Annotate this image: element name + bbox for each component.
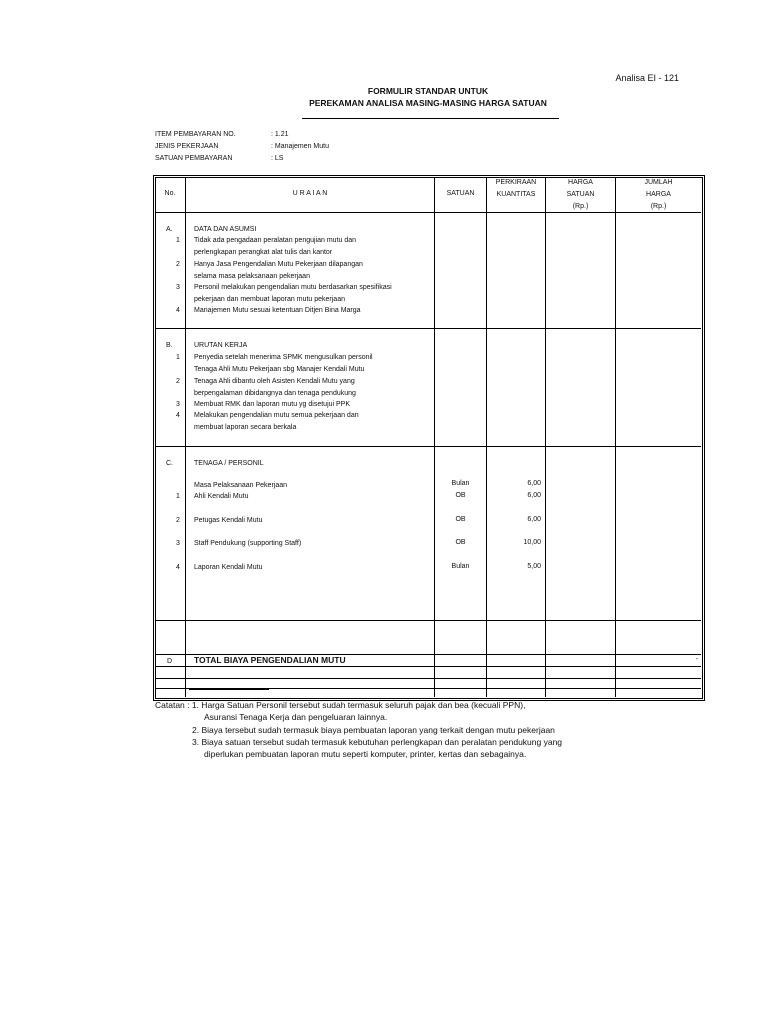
total-code: D <box>167 658 173 665</box>
list-item <box>194 399 350 411</box>
list-item <box>194 235 356 258</box>
header-kuantitas-line: KUANTITAS <box>496 191 536 198</box>
list-item-line: pekerjaan dan membuat laporan mutu pekerjaan <box>194 295 345 303</box>
list-item <box>194 410 359 433</box>
column-divider <box>545 177 546 697</box>
header-jumlah-harga-line: JUMLAH <box>644 179 673 186</box>
row-divider <box>155 446 701 447</box>
list-item-number: 3 <box>176 284 180 291</box>
meta-label: JENIS PEKERJAAN <box>155 143 219 150</box>
list-item-number: 1 <box>176 354 180 361</box>
note-line-2: 2. Biaya tersebut sudah termasuk biaya pembuatan laporan yang terkait dengan mutu pekerjaan <box>192 725 555 735</box>
list-item <box>194 376 356 399</box>
personnel-satuan: OB <box>455 516 466 523</box>
list-item-line: Penyedia setelah menerima SPMK mengusulkan personil <box>194 354 373 361</box>
list-item-number: 4 <box>176 307 180 314</box>
list-item-line: Melakukan pengendalian mutu semua pekerjaan dan <box>194 412 359 419</box>
list-item <box>194 282 392 305</box>
meta-value: : Manajemen Mutu <box>271 143 329 150</box>
personnel-satuan: Bulan <box>451 480 470 487</box>
list-item <box>194 259 363 282</box>
list-item-line: Manajemen Mutu sesuai ketentuan Ditjen Bina Marga <box>194 307 361 314</box>
column-divider <box>615 177 616 697</box>
personnel-label: Staff Pendukung (supporting Staff) <box>194 540 302 547</box>
section-b-code: B. <box>166 342 173 349</box>
header-harga-satuan <box>546 177 615 213</box>
header-jumlah-harga-line: HARGA <box>646 191 671 198</box>
header-no: No. <box>164 190 176 197</box>
personnel-qty: 6,00 <box>527 516 541 523</box>
personnel-number: 1 <box>176 493 180 500</box>
meta-item-payment-no <box>155 131 289 138</box>
list-item-number: 2 <box>176 378 180 385</box>
row-divider <box>155 328 701 329</box>
header-satuan: SATUAN <box>446 190 475 197</box>
note-line-1: Catatan : 1. Harga Satuan Personil tersebut sudah termasuk seluruh pajak dan bea (kecuali PPN), <box>155 700 526 710</box>
list-item-line: membuat laporan secara berkala <box>194 423 297 431</box>
header-jumlah-harga-line: (Rp.) <box>650 203 667 210</box>
list-item-number: 1 <box>176 237 180 244</box>
personnel-label: Petugas Kendali Mutu <box>194 517 263 524</box>
form-title-line-1: FORMULIR STANDAR UNTUK <box>367 86 489 96</box>
row-divider <box>155 678 701 679</box>
total-value: - <box>695 656 698 663</box>
list-item-line: Hanya Jasa Pengendalian Mutu Pekerjaan dilapangan <box>194 261 363 268</box>
list-item-number: 2 <box>176 261 180 268</box>
personnel-label: Laporan Kendali Mutu <box>194 564 263 571</box>
meta-payment-unit <box>155 155 283 162</box>
form-title-line-2: PEREKAMAN ANALISA MASING-MASING HARGA SATUAN <box>309 98 547 108</box>
header-harga-satuan-line: (Rp.) <box>572 203 589 210</box>
header-uraian: U R A I A N <box>292 190 328 197</box>
row-divider <box>155 666 701 667</box>
section-b-title: URUTAN KERJA <box>194 342 248 349</box>
list-item-number: 4 <box>176 412 180 419</box>
list-item <box>194 352 373 375</box>
personnel-number: 2 <box>176 517 180 524</box>
list-item-line: Personil melakukan pengendalian mutu berdasarkan spesifikasi <box>194 284 392 291</box>
personnel-qty: 6,00 <box>527 492 541 499</box>
column-divider <box>486 177 487 697</box>
personnel-label: Ahli Kendali Mutu <box>194 493 249 500</box>
meta-label: SATUAN PEMBAYARAN <box>155 155 233 162</box>
list-item-line: Membuat RMK dan laporan mutu yg disetujui PPK <box>194 401 351 408</box>
list-item-line: selama masa pelaksanaan pekerjaan <box>194 272 310 280</box>
list-item-line: Tidak ada pengadaan peralatan pengujian mutu dan <box>194 237 357 244</box>
personnel-label: Masa Pelaksanaan Pekerjaan <box>194 482 288 489</box>
note-line-3-continued: diperlukan pembuatan laporan mutu seperti komputer, printer, kertas dan sebagainya. <box>204 749 527 759</box>
personnel-qty: 5,00 <box>527 563 541 570</box>
section-a-title: DATA DAN ASUMSI <box>194 226 257 233</box>
personnel-qty: 6,00 <box>527 480 541 487</box>
list-item <box>194 305 361 317</box>
note-line-3: 3. Biaya satuan tersebut sudah termasuk kebutuhan perlengkapan dan peralatan pendukung yang <box>192 737 563 747</box>
personnel-satuan: Bulan <box>451 563 470 570</box>
note-line-1-continued: Asuransi Tenaga Kerja dan pengeluaran lainnya. <box>204 712 388 722</box>
row-divider <box>155 620 701 621</box>
document-reference: Analisa EI - 121 <box>615 73 679 83</box>
section-c-title: TENAGA / PERSONIL <box>194 460 264 467</box>
list-item-line: perlengkapan perangkat alat tulis dan kantor <box>194 248 333 256</box>
header-harga-satuan-line: SATUAN <box>566 191 595 198</box>
header-harga-satuan-line: HARGA <box>568 179 593 186</box>
section-a-code: A. <box>166 226 173 233</box>
header-kuantitas <box>487 177 545 201</box>
header-jumlah-harga <box>616 177 701 213</box>
list-item-number: 3 <box>176 401 180 408</box>
total-label: TOTAL BIAYA PENGENDALIAN MUTU <box>194 655 346 665</box>
meta-label: ITEM PEMBAYARAN NO. <box>155 131 236 138</box>
list-item-line: Tenaga Ahli Mutu Pekerjaan sbg Manajer Kendali Mutu <box>194 365 365 373</box>
signature-line <box>189 689 269 690</box>
section-c-code: C. <box>166 460 173 467</box>
personnel-number: 4 <box>176 564 180 571</box>
column-divider <box>434 177 435 697</box>
title-underline <box>302 118 559 119</box>
personnel-satuan: OB <box>455 539 466 546</box>
personnel-number: 3 <box>176 540 180 547</box>
personnel-satuan: OB <box>455 492 466 499</box>
header-kuantitas-line: PERKIRAAN <box>495 179 537 186</box>
meta-value: : 1.21 <box>271 131 289 138</box>
meta-work-type <box>155 143 329 150</box>
column-divider <box>185 177 186 697</box>
list-item-line: berpengalaman dibidangnya dan tenaga pendukung <box>194 389 356 397</box>
meta-value: : LS <box>271 155 284 162</box>
personnel-qty: 10,00 <box>523 539 541 546</box>
list-item-line: Tenaga Ahli dibantu oleh Asisten Kendali Mutu yang <box>194 378 355 385</box>
